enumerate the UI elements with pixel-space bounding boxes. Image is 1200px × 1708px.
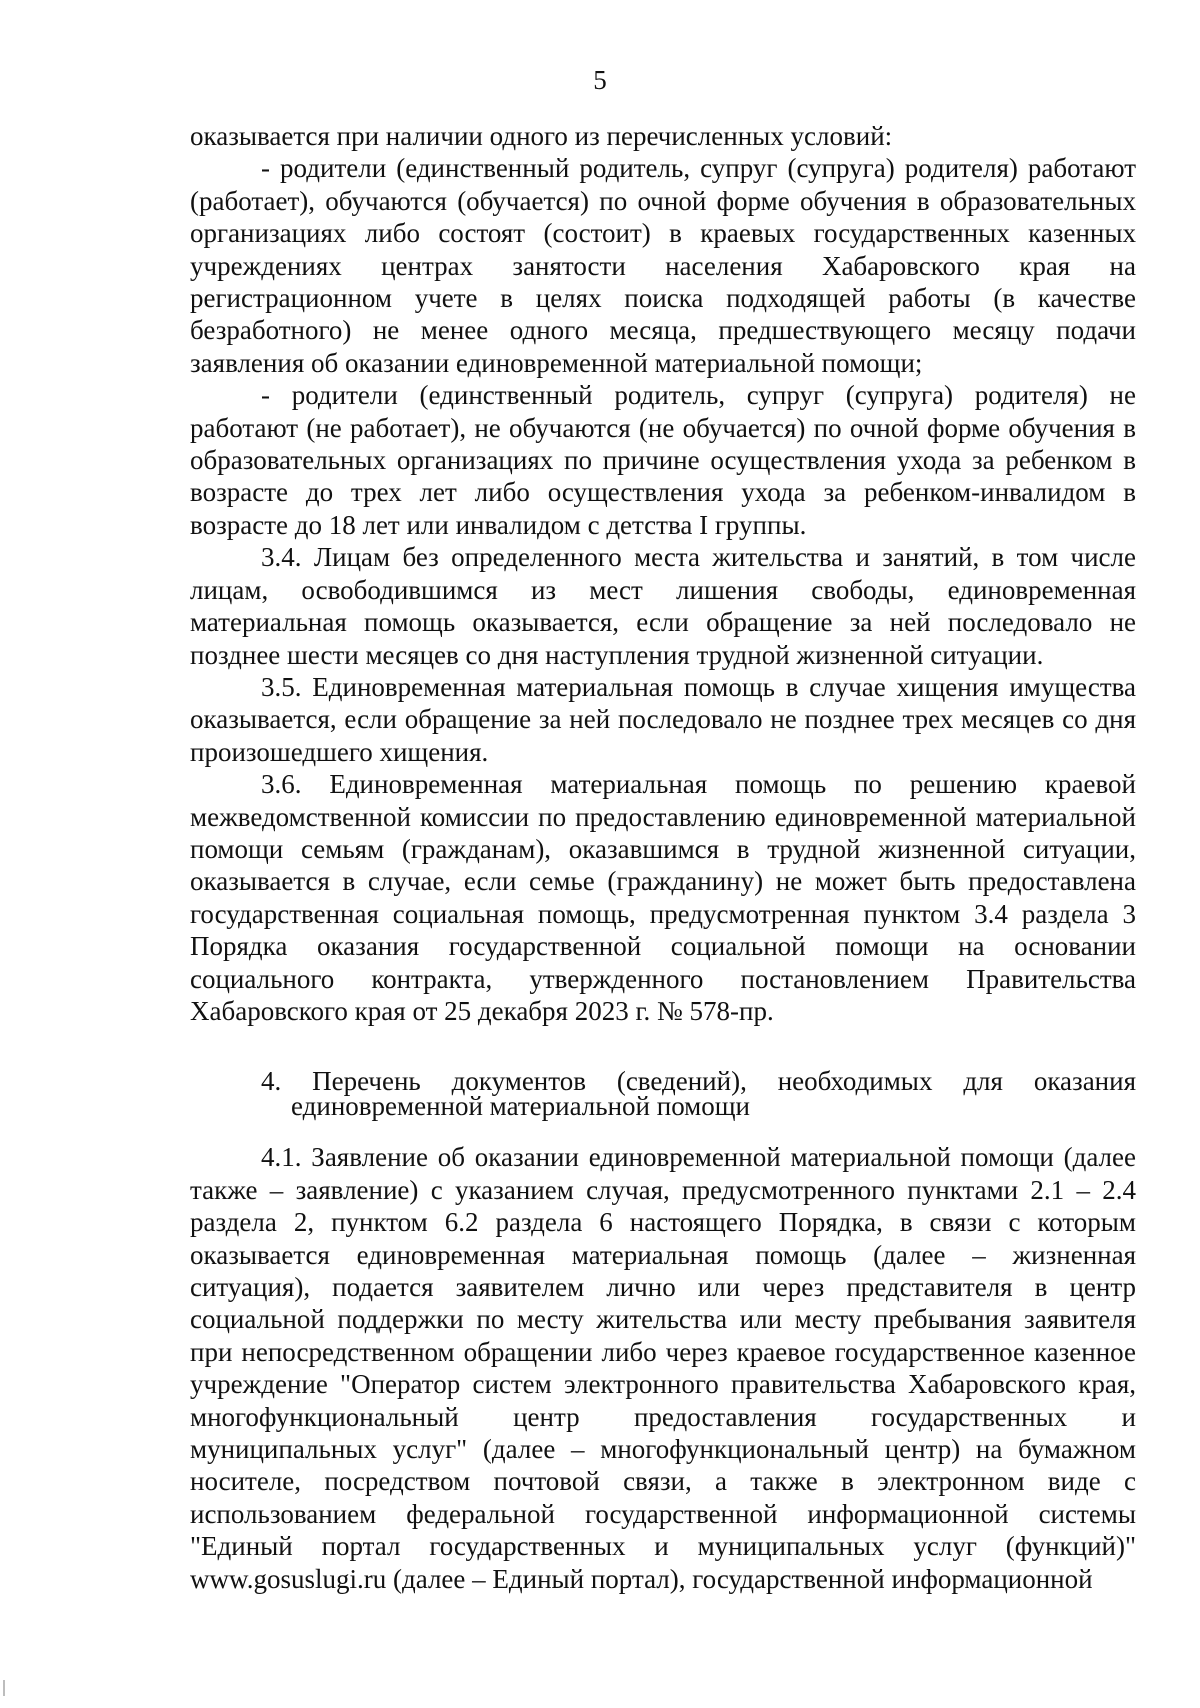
paragraph-3-4: 3.4. Лицам без определенного места жительства и занятий, в том числе лицам, освободившимся из мест лишения свободы, единовременная материальная помощь оказывается, если обращение за ней последовало не позднее шести месяцев со дня наступления трудной жизненной ситуации.: [190, 542, 1136, 670]
paragraph-parents-working: - родители (единственный родитель, супруг (супруга) родителя) работают (работает), обучаются (обучается) по очной форме обучения в образовательных организациях либо состоят (состоит) в краевых государственных казенных учреждениях центрах занятости населения Хабаровского края на регистрационном учете в целях поиска подходящей работы (в качестве безработного) не менее одного месяца, предшествующего месяцу подачи заявления об оказании единовременной материальной помощи;: [190, 153, 1136, 378]
section-4-title-line1: Перечень документов (сведений), необходимых для оказания: [312, 1066, 1136, 1097]
scan-edge-mark: [3, 1680, 5, 1696]
section-4-heading: [190, 1066, 1136, 1122]
paragraph-3-6: 3.6. Единовременная материальная помощь по решению краевой межведомственной комиссии по предоставлению единовременной материальной помощи семьям (гражданам), оказавшимся в трудной жизненной ситуации, оказывается в случае, если семье (гражданину) не может быть предоставлена государственная социальная помощь, предусмотренная пунктом 3.4 раздела 3 Порядка оказания государственной социальной помощи на основании социального контракта, утвержденного постановлением Правительства Хабаровского края от 25 декабря 2023 г. № 578-пр.: [190, 769, 1136, 1026]
document-body: [190, 120, 1136, 1595]
page-number: 5: [593, 65, 607, 95]
section-4-title-line2: единовременной материальной помощи: [291, 1091, 750, 1122]
section-4-number: 4.: [261, 1066, 282, 1097]
paragraph-4-1: 4.1. Заявление об оказании единовременной материальной помощи (далее также – заявление) с указанием случая, предусмотренного пунктами 2.1 – 2.4 раздела 2, пунктом 6.2 раздела 6 настоящего Порядка, в связи с которым оказывается единовременная материальная помощь (далее – жизненная ситуация), подается заявителем лично или через представителя в центр социальной поддержки по месту жительства или месту пребывания заявителя при непосредственном обращении либо через краевое государственное казенное учреждение "Оператор систем электронного правительства Хабаровского края, многофункциональный центр предоставления государственных и муниципальных услуг" (далее – многофункциональный центр) на бумажном носителе, посредством почтовой связи, а также в электронном виде с использованием федеральной государственной информационной системы "Единый портал государственных и муниципальных услуг (функций)" www.gosuslugi.ru (далее – Единый портал), государственной информационной: [190, 1142, 1136, 1594]
paragraph-parents-not-working: - родители (единственный родитель, супруг (супруга) родителя) не работают (не работает), не обучаются (не обучается) по очной форме обучения в образовательных организациях по причине осуществления ухода за ребенком в возрасте до трех лет либо осуществления ухода за ребенком-инвалидом в возрасте до 18 лет или инвалидом с детства I группы.: [190, 380, 1136, 540]
paragraph-conditions-intro: оказывается при наличии одного из перечисленных условий:: [190, 121, 893, 151]
paragraph-3-5: 3.5. Единовременная материальная помощь в случае хищения имущества оказывается, если обращение за ней последовало не позднее трех месяцев со дня произошедшего хищения.: [190, 671, 1136, 767]
